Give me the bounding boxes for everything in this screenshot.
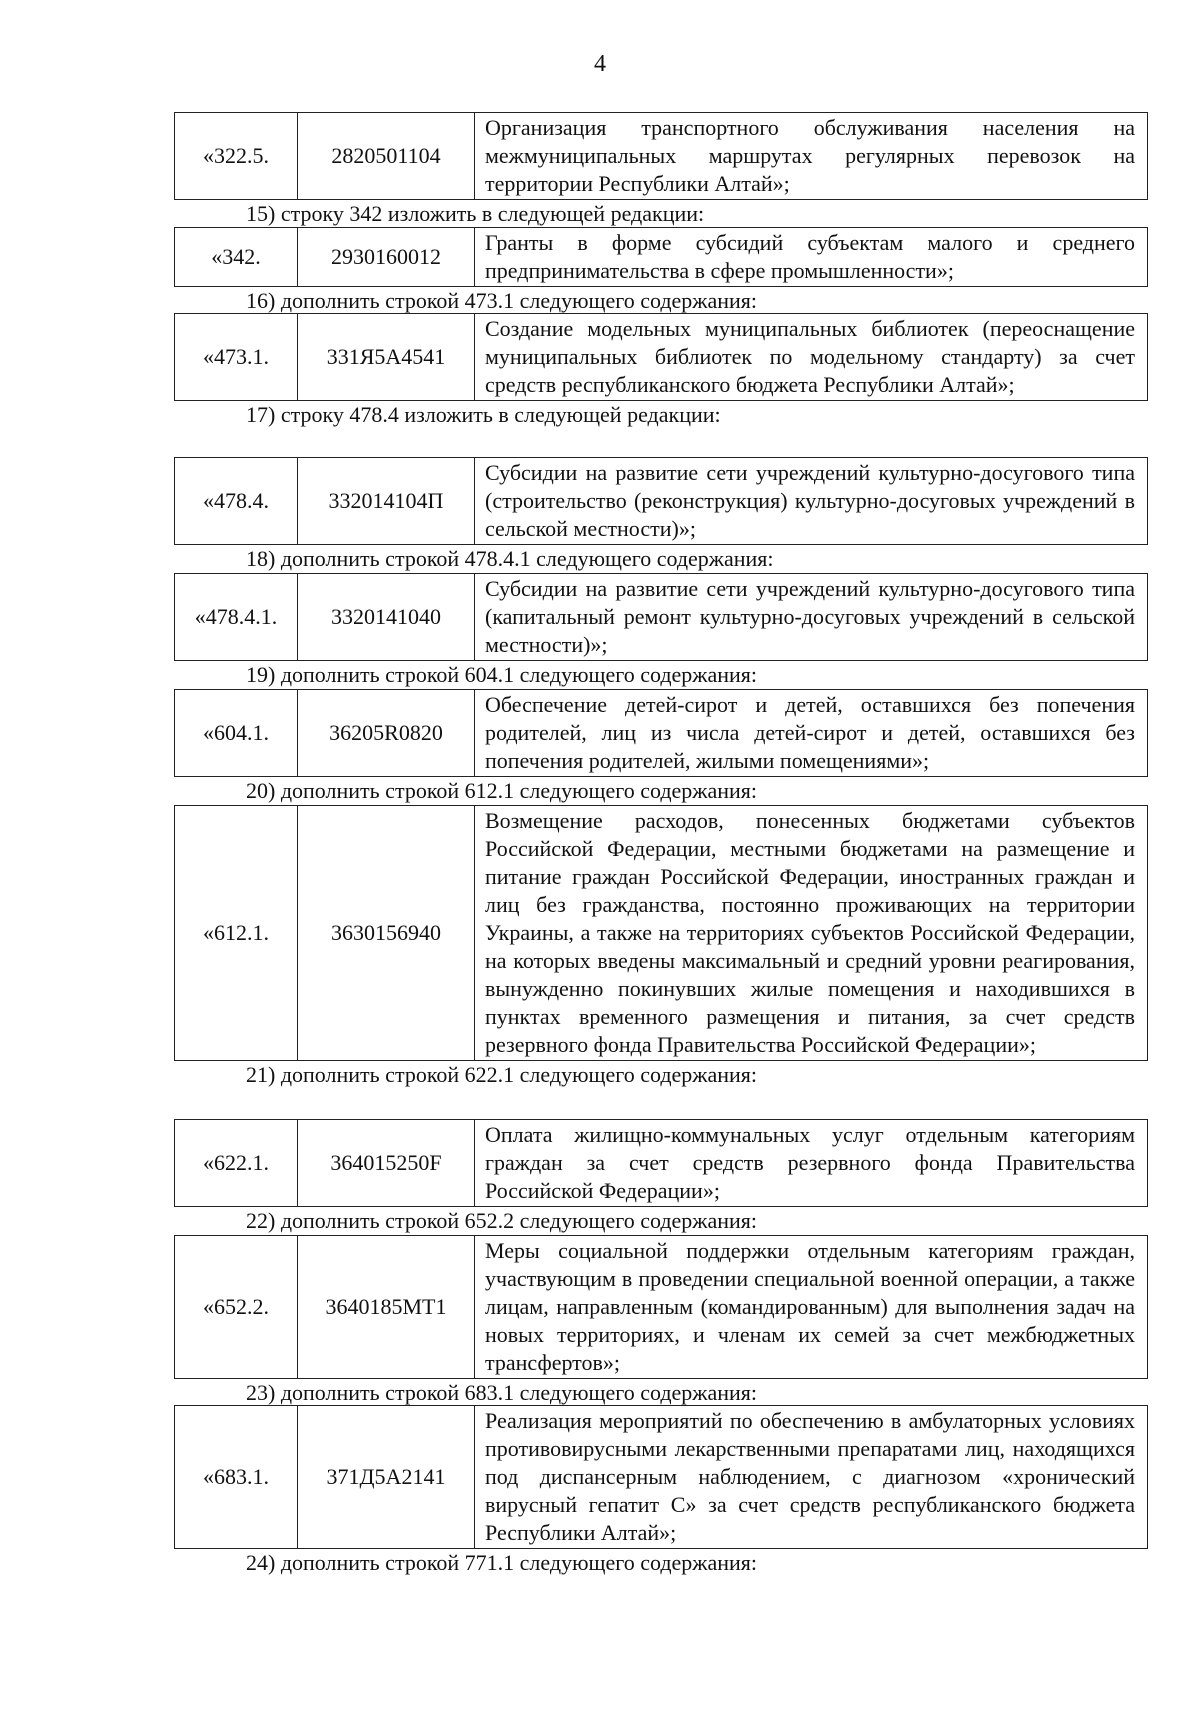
row-description: Субсидии на развитие сети учреждений культурно-досугового типа (капитальный ремонт культурно-досуговых учреждений в сельской местности)»; — [475, 574, 1148, 661]
table-row-block — [174, 805, 1148, 1089]
classification-code: 2820501104 — [298, 113, 475, 200]
table-row-block — [174, 1119, 1148, 1235]
row-number: «342. — [175, 228, 298, 287]
table-row — [174, 573, 1148, 661]
table-row-block — [174, 457, 1148, 573]
classification-code: 331Я5А4541 — [298, 314, 475, 401]
row-description: Оплата жилищно-коммунальных услуг отдельным категориям граждан за счет средств резервного фонда Правительства Российской Федерации»; — [475, 1120, 1148, 1207]
table-row-block — [174, 573, 1148, 689]
classification-code: 3640185МТ1 — [298, 1236, 475, 1379]
row-description: Организация транспортного обслуживания населения на межмуниципальных маршрутах регулярных перевозок на территории Республики Алтай»; — [475, 113, 1148, 200]
table-row — [174, 689, 1148, 777]
classification-code: 36205R0820 — [298, 690, 475, 777]
row-number: «612.1. — [175, 806, 298, 1061]
amendment-instruction: 24) дополнить строкой 771.1 следующего содержания: — [246, 1550, 758, 1575]
classification-code: 3320141040 — [298, 574, 475, 661]
classification-code: 3630156940 — [298, 806, 475, 1061]
table-row-block — [174, 1405, 1148, 1577]
row-number: «604.1. — [175, 690, 298, 777]
table-row-block — [174, 227, 1148, 315]
row-description: Реализация мероприятий по обеспечению в амбулаторных условиях противовирусными лекарственными препаратами лиц, находящихся под диспансерным наблюдением, с диагнозом «хронический вирусный гепатит С» за счет средств республиканского бюджета Республики Алтай»; — [475, 1406, 1148, 1549]
row-number: «652.2. — [175, 1236, 298, 1379]
row-description: Возмещение расходов, понесенных бюджетами субъектов Российской Федерации, местными бюджетами на размещение и питание граждан Российской Федерации, иностранных граждан и лиц без гражданства, постоянно проживающих на территории Украины, а также на территориях субъектов Российской Федерации, на которых введены максимальный и средний уровни реагирования, вынужденно покинувших жилые помещения и находившихся в пунктах временного размещения и питания, за счет средств резервного фонда Правительства Российской Федерации»; — [475, 806, 1148, 1061]
table-row-block — [174, 1235, 1148, 1407]
table-row — [174, 805, 1148, 1061]
amendment-instruction: 21) дополнить строкой 622.1 следующего содержания: — [246, 1062, 758, 1087]
classification-code: 371Д5А2141 — [298, 1406, 475, 1549]
row-number: «478.4. — [175, 458, 298, 545]
row-number: «683.1. — [175, 1406, 298, 1549]
amendment-instruction: 17) строку 478.4 изложить в следующей редакции: — [246, 402, 721, 427]
table-row-block — [174, 689, 1148, 805]
table-row-block — [174, 112, 1148, 228]
table-row — [174, 313, 1148, 401]
row-number: «473.1. — [175, 314, 298, 401]
classification-code: 364015250F — [298, 1120, 475, 1207]
table-row — [174, 227, 1148, 287]
row-number: «478.4.1. — [175, 574, 298, 661]
amendment-instruction: 16) дополнить строкой 473.1 следующего содержания: — [246, 288, 758, 313]
row-description: Субсидии на развитие сети учреждений культурно-досугового типа (строительство (реконструкция) культурно-досуговых учреждений в сельской местности)»; — [475, 458, 1148, 545]
row-number: «322.5. — [175, 113, 298, 200]
classification-code: 2930160012 — [298, 228, 475, 287]
classification-code: 332014104П — [298, 458, 475, 545]
row-description: Гранты в форме субсидий субъектам малого и среднего предпринимательства в сфере промышленности»; — [475, 228, 1148, 287]
table-row — [174, 1235, 1148, 1379]
table-row — [174, 1119, 1148, 1207]
amendment-instruction: 15) строку 342 изложить в следующей редакции: — [246, 201, 705, 226]
table-row — [174, 112, 1148, 200]
page-number: 4 — [594, 51, 606, 77]
row-description: Создание модельных муниципальных библиотек (переоснащение муниципальных библиотек по модельному стандарту) за счет средств республиканского бюджета Республики Алтай»; — [475, 314, 1148, 401]
amendment-instruction: 19) дополнить строкой 604.1 следующего содержания: — [246, 662, 758, 687]
table-row-block — [174, 313, 1148, 429]
table-row — [174, 1405, 1148, 1549]
amendment-instruction: 23) дополнить строкой 683.1 следующего содержания: — [246, 1380, 758, 1405]
amendment-instruction: 20) дополнить строкой 612.1 следующего содержания: — [246, 778, 758, 803]
row-description: Обеспечение детей-сирот и детей, оставшихся без попечения родителей, лиц из числа детей-сирот и детей, оставшихся без попечения родителей, жилыми помещениями»; — [475, 690, 1148, 777]
amendment-instruction: 18) дополнить строкой 478.4.1 следующего содержания: — [246, 546, 774, 571]
row-description: Меры социальной поддержки отдельным категориям граждан, участвующим в проведении специальной военной операции, а также лицам, направленным (командированным) для выполнения задач на новых территориях, и членам их семей за счет межбюджетных трансфертов»; — [475, 1236, 1148, 1379]
amendment-instruction: 22) дополнить строкой 652.2 следующего содержания: — [246, 1208, 758, 1233]
table-row — [174, 457, 1148, 545]
row-number: «622.1. — [175, 1120, 298, 1207]
